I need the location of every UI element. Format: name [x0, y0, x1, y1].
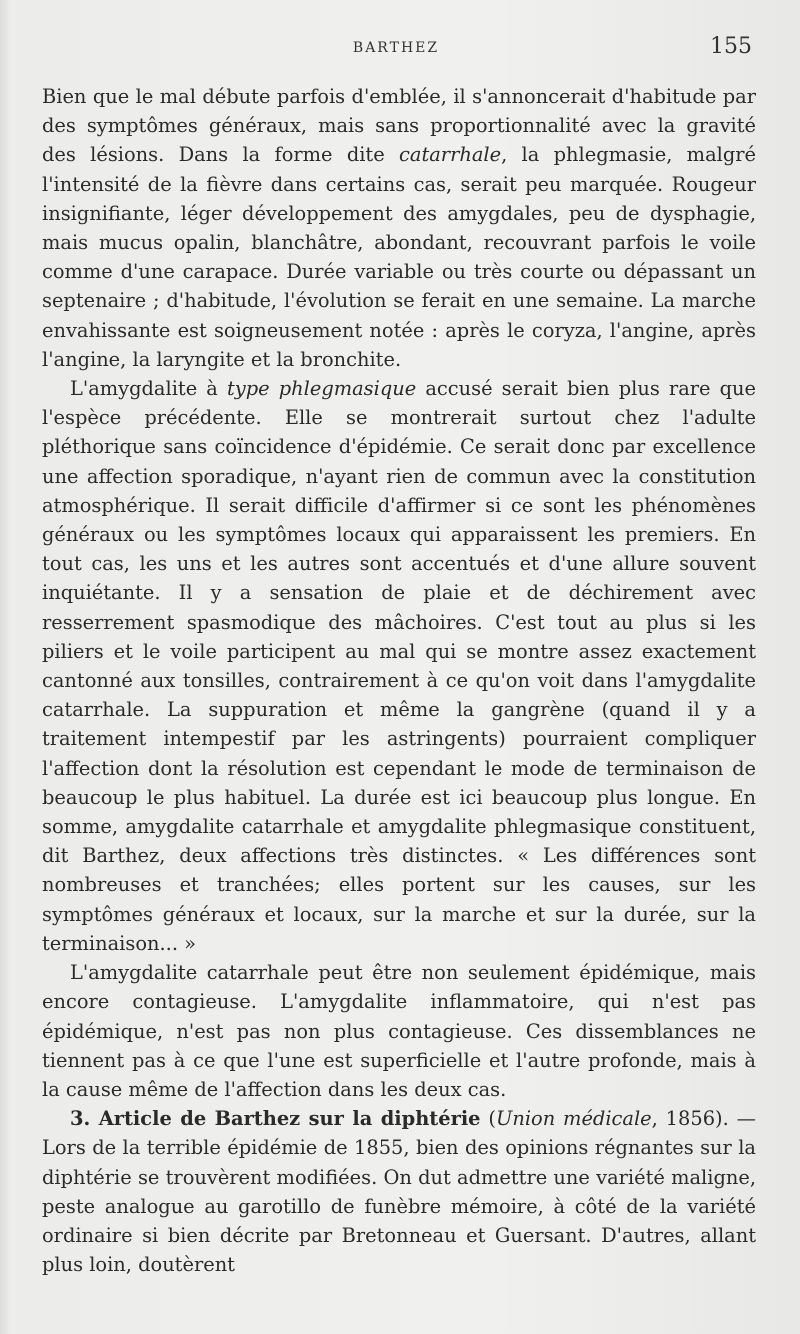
paragraph-text: accusé serait bien plus rare que l'espèce précédente. Elle se montrerait surtout chez l'adulte pléthorique sans coïncidence d'épidémie. Ce serait donc par excellence une affection sporadique, n'ayant rien de commun avec la constitution atmosphérique. Il serait difficile d'affirmer si ce sont les phénomènes généraux ou les symptômes locaux qui apparaissent les premiers. En tout cas, les uns et les autres sont accentués et d'une allure souvent inquiétante. Il y a sensation de plaie et de déchirement avec resserrement spasmodique des mâchoires. C'est tout au plus si les piliers et le voile participent au mal qui se montre assez exactement cantonné aux tonsilles, contrairement à ce qu'on voit dans l'amygdalite catarrhale. La suppuration et même la gangrène (quand il y a traitement intempestif par les astringents) pourraient compliquer l'affection dont la résolution est cependant le mode de terminaison de beaucoup le plus habituel. La durée est ici beaucoup plus longue. En somme, amygdalite catarrhale et amygdalite phlegmasique constituent, dit Barthez, deux affections très distinctes. « Les différences sont nombreuses et tranchées; elles portent sur les causes, sur les symptômes généraux et locaux, sur la marche et sur la durée, sur la terminaison... » [42, 377, 756, 955]
paragraph-text: , 1856). — Lors de la terrible épidémie de 1855, bien des opinions régnantes sur la diphtérie se trouvèrent modifiées. On dut admettre une variété maligne, peste analogue au garotillo de funèbre mémoire, à côté de la variété ordinaire si bien décrite par Bretonneau et Guersant. D'autres, allant plus loin, doutèrent [42, 1107, 757, 1277]
paragraph-text: L'amygdalite catarrhale peut être non seulement épidémique, mais encore contagieuse. L'amygdalite inflammatoire, qui n'est pas épidémique, n'est pas non plus contagieuse. Ces dissemblances ne tiennent pas à ce que l'une est superficielle et l'autre profonde, mais à la cause même de l'affection dans les deux cas. [42, 961, 756, 1101]
paragraph-phlegmasic-type [42, 374, 756, 958]
italic-term-catarrhale: catarrhale [399, 143, 502, 167]
running-head [40, 34, 752, 64]
paragraph-text: L'amygdalite à [70, 377, 227, 401]
paragraph-diphtheria-article [42, 1104, 756, 1279]
paragraph-contagion [42, 958, 756, 1104]
paragraph-text: Bien que le mal débute parfois d'emblée, il s'annoncerait d'habitude par des symptômes généraux, mais sans proportionnalité avec la gravité des lésions. Dans la forme dite [42, 85, 756, 167]
running-title: BARTHEZ [352, 40, 440, 56]
paragraph-text: , la phlegmasie, malgré l'intensité de la fièvre dans certains cas, serait peu marquée. Rougeur insignifiante, léger développement des amygdales, peu de dysphagie, mais mucus opalin, blanchâtre, abondant, recouvrant parfois le voile comme d'une carapace. Durée variable ou très courte ou dépassant un septenaire ; d'habitude, l'évolution se ferait en une semaine. La marche envahissante est soigneusement notée : après le coryza, l'angine, après l'angine, la laryngite et la bronchite. [42, 143, 756, 371]
section-heading: 3. Article de Barthez sur la diphtérie [70, 1107, 481, 1131]
italic-term-type-phlegmasique: type phlegmasique [226, 377, 417, 401]
page-number: 155 [710, 34, 752, 59]
paragraph-text: ( [480, 1107, 496, 1131]
italic-source-title: Union médicale [495, 1107, 652, 1131]
body-text [42, 82, 756, 1279]
paragraph-catarrhal-form [42, 82, 756, 374]
